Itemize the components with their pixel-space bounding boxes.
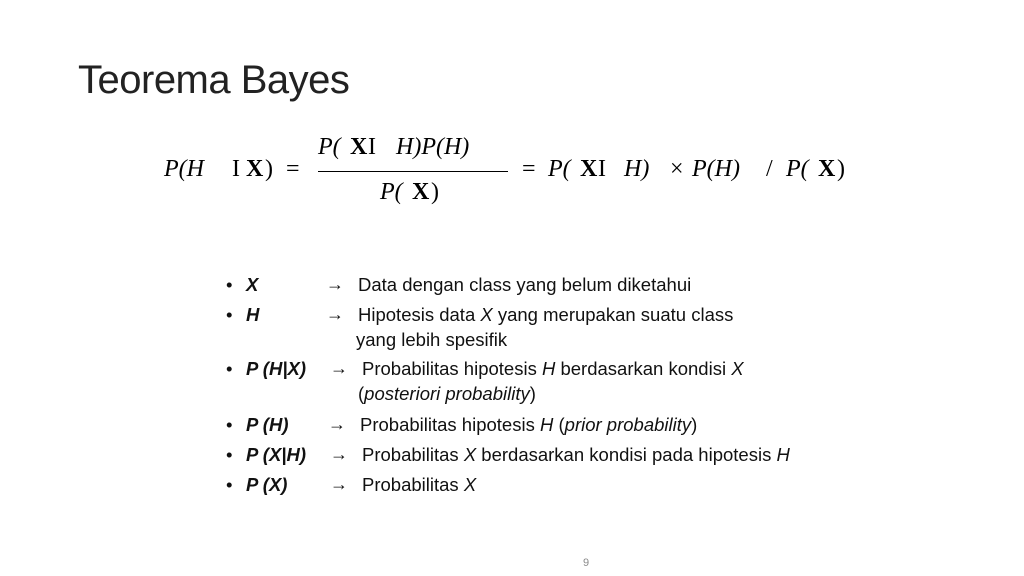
bullet-description xyxy=(362,472,476,497)
formula-den-x: X xyxy=(412,179,430,205)
bullet-dot: • xyxy=(226,304,233,325)
bullet-dot: • xyxy=(226,414,233,435)
desc-text: Probabilitas xyxy=(362,444,464,465)
desc-text: ( xyxy=(358,383,365,404)
desc-text: ( xyxy=(553,414,565,435)
bullet-dot: • xyxy=(226,274,233,295)
bullet-term: X xyxy=(246,274,259,295)
slide-title: Teorema Bayes xyxy=(78,58,350,102)
formula-rhs-x2: X xyxy=(818,156,836,182)
list-item xyxy=(226,302,926,327)
desc-italic: H xyxy=(776,444,790,465)
formula-rhs-x1: X xyxy=(580,156,598,182)
desc-italic: X xyxy=(463,444,477,465)
formula-rhs-times: × xyxy=(670,156,684,182)
formula-rhs-slash: / xyxy=(766,156,773,182)
desc-text: ) xyxy=(691,414,698,435)
desc-italic: X xyxy=(463,474,477,495)
formula-rhs-p1: P( xyxy=(548,156,571,182)
formula-num-p: P( xyxy=(318,134,341,160)
formula-lhs-close: ) xyxy=(265,156,273,182)
formula-rhs-h: H) xyxy=(624,156,650,182)
formula-num-rest: H)P(H) xyxy=(396,134,470,160)
desc-text: ) xyxy=(529,383,536,404)
definition-list xyxy=(226,272,926,497)
formula-rhs-p2: P( xyxy=(786,156,809,182)
bullet-description xyxy=(362,442,790,467)
arrow-right-icon: → xyxy=(330,444,348,464)
page-number: 9 xyxy=(583,557,590,569)
fraction-line xyxy=(318,171,508,172)
list-item-continuation xyxy=(226,327,926,353)
formula-equals-1: = xyxy=(286,156,300,182)
desc-italic: prior probability xyxy=(564,414,692,435)
bullet-term: H xyxy=(246,304,260,325)
formula-equals-2: = xyxy=(522,156,536,182)
formula-den-close: ) xyxy=(431,179,439,205)
bullet-term: P (X|H) xyxy=(246,444,306,465)
list-item xyxy=(226,412,926,437)
arrow-right-icon: → xyxy=(326,304,344,324)
formula-rhs-close: ) xyxy=(837,156,845,182)
formula-num-x: X xyxy=(350,134,368,160)
desc-text: Hipotesis data xyxy=(358,304,481,325)
formula-lhs-open: P(H xyxy=(164,156,204,182)
list-item xyxy=(226,472,926,497)
arrow-right-icon: → xyxy=(326,274,344,294)
bullet-dot: • xyxy=(226,358,233,379)
list-item xyxy=(226,356,926,381)
list-item xyxy=(226,272,926,297)
arrow-right-icon: → xyxy=(330,474,348,494)
formula-den-p: P( xyxy=(380,179,403,205)
arrow-right-icon: → xyxy=(328,414,346,434)
bullet-description-continuation: yang lebih spesifik xyxy=(356,329,508,350)
bullet-term: P (X) xyxy=(246,474,288,495)
desc-text: Probabilitas xyxy=(362,474,464,495)
formula-rhs-ph: P(H) xyxy=(692,156,740,182)
bullet-term: P (H|X) xyxy=(246,358,306,379)
arrow-right-icon: → xyxy=(330,358,348,378)
formula-num-bar: I xyxy=(368,134,376,160)
bullet-description xyxy=(362,356,744,381)
desc-text: berdasarkan kondisi pada hipotesis xyxy=(476,444,777,465)
desc-italic: X xyxy=(480,304,493,325)
bullet-description: Data dengan class yang belum diketahui xyxy=(358,274,692,295)
desc-italic: posteriori probability xyxy=(364,383,530,404)
bayes-formula xyxy=(164,132,884,212)
desc-text: yang merupakan suatu class xyxy=(492,304,734,325)
list-item xyxy=(226,442,926,467)
bullet-description xyxy=(360,412,697,437)
bullet-term: P (H) xyxy=(246,414,289,435)
desc-italic: H xyxy=(541,358,556,379)
bullet-dot: • xyxy=(226,444,233,465)
desc-italic: X xyxy=(731,358,744,379)
desc-text: Probabilitas hipotesis xyxy=(362,358,542,379)
desc-italic: H xyxy=(539,414,554,435)
formula-rhs-bar: I xyxy=(598,156,606,182)
bullet-dot: • xyxy=(226,474,233,495)
bullet-description-continuation xyxy=(358,381,536,406)
formula-lhs-x: X xyxy=(246,156,264,182)
bullet-description xyxy=(358,302,733,327)
desc-text: berdasarkan kondisi xyxy=(555,358,732,379)
formula-lhs-bar: I xyxy=(232,156,240,182)
list-item-continuation xyxy=(226,381,926,407)
desc-text: Probabilitas hipotesis xyxy=(360,414,540,435)
